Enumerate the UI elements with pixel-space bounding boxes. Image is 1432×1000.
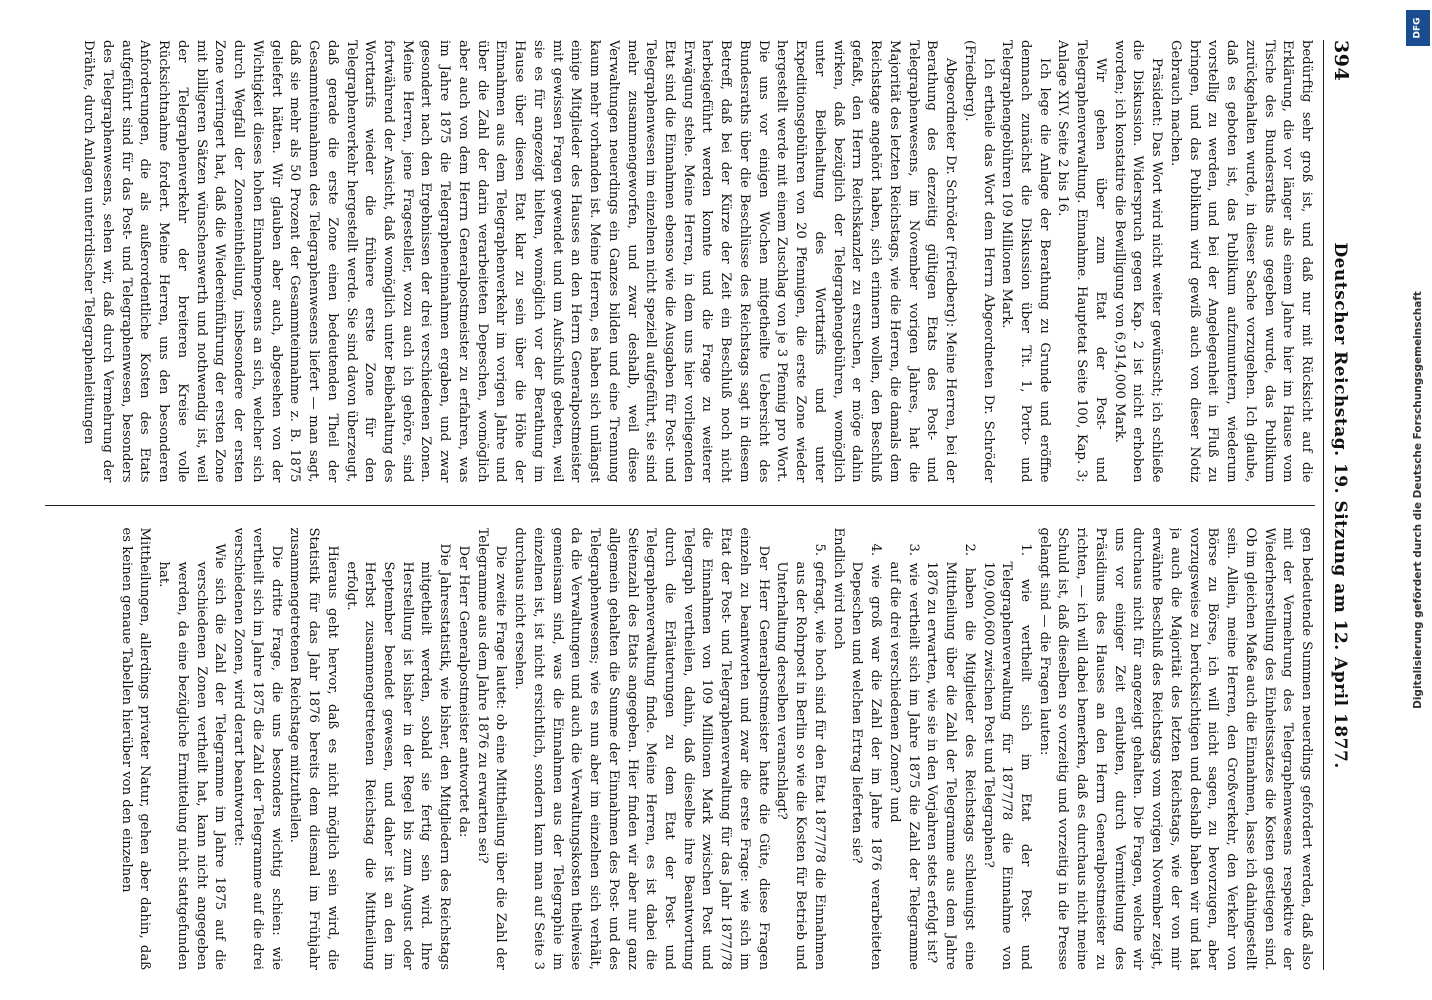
paragraph: bedürftig sehr groß ist, und daß nur mit Rücksicht auf die Erklärung, die vor länger als einem Jahre hier im Hause vom Tische des Bundesraths aus gegeben wurde, das Publikum zurückgehalten wurde, in dieser Sache vorzugehen. Ich glaube, daß es geboten ist, das Publikum aufzumuntern, wiederum vorstellig zu werden, und bei der Angelegenheit in Fluß zu bringen, und das Publikum wird gewiß auch von dieser Notiz Gebrauch machen. [1167, 40, 1314, 483]
page-header [1323, 40, 1352, 970]
paragraph: Ich ertheile das Wort dem Herrn Abgeordneten Dr. Schröder (Friedberg). [961, 40, 996, 483]
column-divider [45, 505, 1315, 506]
digitization-credit [1404, 0, 1432, 1000]
paragraph: Die dritte Frage, die uns besonders wichtig schien: wie vertheilt sich im Jahre 1875 die Zahl der Telegramme auf die drei verschiedenen Zonen, wird derart beantwortet: [231, 527, 284, 970]
quote: Wie sich die Zahl der Telegramme im Jahre 1875 auf die verschiedenen Zonen vertheilt hat, kann nicht angegeben werden, da eine bezügliche Ermittelung nicht stattgefunden hat. [156, 543, 228, 970]
dfg-logo-text: DFG [1412, 17, 1423, 39]
credit-text: Digitalisierung gefördert durch die Deutsche Forschungsgemeinschaft [1412, 291, 1425, 709]
paragraph: Der Herr Generalpostmeister antwortet da: [455, 545, 471, 838]
page-title: Deutscher Reichstag. 19. Sitzung am 12. April 1877. [1330, 242, 1350, 769]
paragraph: Abgeordneter Dr. Schröder (Friedberg): Meine Herren, bei der Berathung des derzeitig gültigen Etats des Post- und Telegraphenwesens, im November vorigen Jahres, hat die Majorität des letzten Reichstags, wie die Herren, die damals dem Reichstage angehört haben, sich erinnern wollen, den Beschluß gefaßt, den Herrn Reichskanzler zu ersuchen, er möge dahin wirken, daß bezüglich der Telegraphengebühren, womöglich unter Beibehaltung des Worttarifs und unter Expeditionsgebühren von 20 Pfennigen, die erste Zone wieder hergestellt werde mit einem Zuschlag von je 3 Pfennig pro Wort. Die uns vor einigen Wochen mitgetheilte Uebersicht des Bundesraths über die Beschlüsse des Reichstags sagt in diesem Betreff, daß bei der Kürze der Zeit ein Beschluß noch nicht herbeigeführt werden konnte und die Frage zu weiterer Erwägung stehe. Meine Herren, in dem uns hier vorliegenden Etat sind die Einnahmen ebenso wie die Ausgaben für Post- und Telegraphenwesen im einzelnen nicht speziell aufgeführt, sie sind mehr zusammengeworfen, und zwar deshalb, weil diese Verwaltungen neuerdings ein Ganzes bilden und eine Trennung kaum mehr vorhanden ist. Meine Herren, es haben sich unlängst einige Mitglieder des Hauses an den Herrn Generalpostmeister mit gewissen Fragen gewendet und um Aufschluß gebeten, weil sie es für angezeigt hielten, womöglich vor der Berathung im Hause über diesen Etat klar zu sein über die Höhe der Einnahmen aus dem Telegraphenverkehr im vorigen Jahre und über die Zahl der darin verarbeiteten Depeschen, womöglich aber auch von dem Herrn Generalpostmeister zu erfahren, was im Jahre 1875 die Telegrapheneinnahmen ergaben, und zwar gesondert nach den Ergebnissen der drei verschiedenen Zonen. Meine Herren, jene Fragesteller, wozu auch ich gehöre, sind fortwährend der Ansicht, daß womöglich unter Beibehaltung des Worttarifs wieder die frühere erste Zone für den Telegraphenverkehr hergestellt werde. Sie sind davon überzeugt, daß gerade die erste Zone einen bedeutenden Theil der Gesammteinnahmen des Telegraphenwesens liefert — man sagt, daß sie mehr als 50 Prozent der Gesammteinnahme z. B. 1875 geliefert hätten. Wir glauben aber auch, abgesehen von der Wichtigkeit dieses hohen Einnahmeposens an sich, welcher sich durch Wegfall der Zoneneintheilung, insbesondere der ersten Zone verringert hat, daß die Wiedereinführung der ersten Zone mit billigeren Sätzen wünschenswerth und nothwendig ist, weil der Telegraphenverkehr der breiteren Kreise volle Rücksichtnahme fordert. Meine Herren, uns den besonderen Anforderungen, die als außerordentliche Kosten des Etats aufgeführt sind für das Post- und Telegraphenwesen, besonders des Telegraphenwesens, sehen wir, daß durch Vermehrung der Drähte, durch Anlagen unterirdischer Telegraphenleitungen [81, 40, 959, 483]
list-item: 4. wie groß war die Zahl der im Jahre 1876 verarbeiteten Depeschen und welchen Ertrag lieferten sie? [849, 543, 884, 970]
paragraph: Der Herr Generalpostmeister hatte die Güte, diese Fragen einzeln zu beantworten und zwar die erste Frage: wie sich im Etat der Post- und Telegraphenverwaltung für das Jahr 1877/78 die Einnahmen von 109 Millionen Mark zwischen Post und Telegraph vertheilen, dahin, daß dieselbe ihre Beantwortung durch die Erläuterungen zu dem Etat der Post- und Telegraphenverwaltung finde. Meine Herren, es ist dabei die Seitenzahl des Etats angegeben. Hier finden wir aber nur ganz allgemein gehalten die Summe der Einnahmen des Post- und des Telegraphenwesens; wie es nun aber im einzelnen sich verhält, da die Verwaltungen und auch die Verwaltungskosten theilweise gemeinsam sind, was die Einnahmen aus der Telegraphie im einzelnen ist, ist nicht ersichtlich, sondern kann man auf Seite 3 durchaus nicht ersehen. [512, 527, 771, 970]
page-number: 394 [1330, 40, 1352, 82]
paragraph: Präsident: Das Wort wird nicht weiter gewünscht; ich schließe die Diskussion. Widerspruch gegen Kap. 2 ist nicht erhoben worden; ich konstatire die Bewilligung von 6,914,000 Mark. [1111, 40, 1165, 483]
newspaper-page [30, 0, 1360, 1000]
paragraph: Wir gehen über zum Etat der Post- und Telegraphenverwaltung. Einnahme. Hauptetat Seite 100, Kap. 3; Anlage XIV. Seite 2 bis 16. [1055, 40, 1108, 483]
list-item: 3. wie vertheilt sich im Jahre 1875 die Zahl der Telegramme auf die drei verschiedenen Zonen? und [886, 543, 921, 970]
paragraph: Die zweite Frage lautet: ob eine Mittheilung über die Zahl der Telegramme aus dem Jahre 1876 zu erwarten sei? [474, 527, 509, 970]
list-item: 1. wie vertheilt sich im Etat der Post- und Telegraphenverwaltung für 1877/78 die Einnahme von 109,000,600 zwischen Post und Telegraphen? [980, 543, 1033, 970]
list-item: 2. haben die Mitglieder des Reichstags schleunigst eine Mittheilung über die Zahl der Telegramme aus dem Jahre 1876 zu erwarten, wie sie in den Vorjahren stets erfolgt ist? [924, 543, 977, 970]
paragraph: Ich lege die Anlage der Berathung zu Grunde und eröffne demnach zunächst die Diskussion über Tit. 1, Porto- und Telegraphengebühren 109 Millionen Mark. [999, 40, 1052, 483]
paragraph: Endlich wird noch [830, 527, 846, 650]
text-columns [45, 40, 1315, 970]
list-item: 5. gefragt, wie hoch sind für den Etat 1877/78 die Einnahmen aus der Rohrpost in Berlin so wie die Kosten für Betrieb und Unterhaltung derselben veranschlagt? [774, 543, 827, 970]
left-column [45, 40, 1315, 483]
paragraph: Mittheilungen, allerdings privater Natur, gehen aber dahin, daß es keinen genaue Tabellen hierüber von den einzelnen [118, 527, 153, 970]
quote: Die Jahresstatistik, wie bisher, den Mitgliedern des Reichstags mitgetheilt werden, sobald sie fertig sein wird. Ihre Herstellung ist bisher in der Regel bis zum August oder September beendet gewesen, und daher ist an den im Herbst zusammengetretenen Reichstag die Mittheilung erfolgt. [343, 543, 453, 970]
dfg-logo [1406, 10, 1430, 46]
right-column [45, 528, 1315, 971]
paragraph: Hieraus geht hervor, daß es nicht möglich sein wird, die Statistik für das Jahr 1876 bereits dem diesmal im Frühjahr zusammengetretenen Reichstage mitzutheilen. [287, 527, 340, 970]
paragraph: gen bedeutende Summen neuerdings gefordert werden, daß also mit der Vermehrung des Telegraphenwesens respektive der Wiederherstellung des Einheitssatzes die Kosten gestiegen sind. Ob im gleichen Maße auch die Einnahmen, lasse ich dahingestellt sein. Allein, meine Herren, den Großverkehr, den Verkehr von Börse zu Börse, ich will nicht sagen, zu bevorzugen, aber vorzugsweise zu berücksichtigen und deshalb haben wir und hat ja auch die Majorität des letzten Reichstags, wie der von mir erwähnte Beschluß des Reichstags vom vorigen November zeigt, durchaus nicht für angezeigt gehalten. Die Fragen, welche wir uns vor einiger Zeit erlaubten, durch Vermittelung des Präsidiums des Hauses an den Herrn Generalpostmeister zu richten, — ich will dabei bemerken, daß es durchaus nicht meine Schuld ist, daß dieselben so vorzeitig und vorzeitig in die Presse gelangt sind — die Fragen lauten: [1036, 527, 1314, 970]
